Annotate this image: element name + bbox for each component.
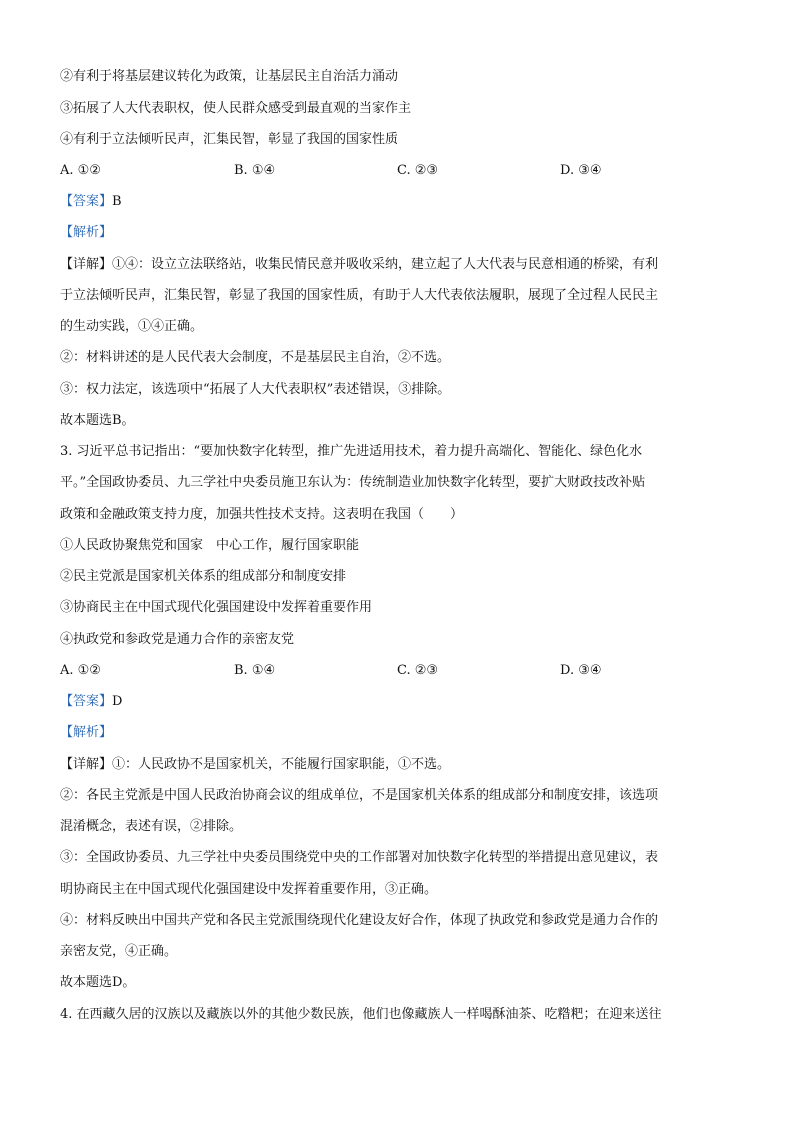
q2-option-b: B. ①④ [234,163,276,178]
q3-detail-line-7: 亲密友党，④正确。 [60,944,178,959]
q3-stem-line-2: 平。”全国政协委员、九三学社中央委员施卫东认为：传统制造业加快数字化转型，要扩大财政技改补贴 [60,475,646,490]
q2-option-a: A. ①② [60,163,101,178]
q2-detail-line-5: ③：权力法定，该选项中“拓展了人大代表职权”表述错误，③排除。 [60,382,451,397]
q3-detail-line-2: ②：各民主党派是中国人民政治协商会议的组成单位，不是国家机关体系的组成部分和制度安排，该选项 [60,788,659,803]
q3-statement-1: ①人民政协聚焦党和国家 中心工作，履行国家职能 [60,538,360,553]
q2-detail-line-2: 于立法倾听民声，汇集民智，彰显了我国的国家性质，有助于人大代表依法履职，展现了全过程人民民主 [60,288,659,303]
q2-analysis-tag [60,225,112,241]
q3-statement-4: ④执政党和参政党是通力合作的亲密友党 [60,632,295,647]
answer-value: B [112,194,122,209]
q2-statement-2: ②有利于将基层建议转化为政策，让基层民主自治活力涌动 [60,69,399,84]
detail-tag: 【详解】 [60,257,113,272]
q3-option-b: B. ①④ [234,663,276,678]
q3-detail-line-3: 混淆概念，表述有误，②排除。 [60,819,243,834]
detail-tag: 【详解】 [60,757,113,772]
detail-text: ①：人民政协不是国家机关，不能履行国家职能，①不选。 [112,757,451,772]
q3-detail-line-4: ③：全国政协委员、九三学社中央委员围绕党中央的工作部署对加快数字化转型的举措提出意见建议，表 [60,850,659,865]
q3-conclusion: 故本题选D。 [60,975,136,990]
q3-statement-2: ②民主党派是国家机关体系的组成部分和制度安排 [60,569,347,584]
q2-detail-line-3: 的生动实践，①④正确。 [60,319,204,334]
analysis-tag: 【解析】 [60,725,113,740]
q2-conclusion: 故本题选B。 [60,413,135,428]
q3-option-a: A. ①② [60,663,101,678]
q3-detail-line-1 [60,757,450,773]
q3-detail-line-6: ④：材料反映出中国共产党和各民主党派围绕现代化建设友好合作，体现了执政党和参政党是通力合作的 [60,913,659,928]
q2-option-d: D. ③④ [560,163,602,178]
answer-value: D [112,694,123,709]
q3-detail-line-5: 明协商民主在中国式现代化强国建设中发挥着重要作用，③正确。 [60,882,438,897]
q2-option-c: C. ②③ [397,163,439,178]
q3-option-c: C. ②③ [397,663,439,678]
detail-text: ①④：设立立法联络站，收集民情民意并吸收采纳，建立起了人大代表与民意相通的桥梁，有利 [112,257,659,272]
q2-statement-3: ③拓展了人大代表职权，使人民群众感受到最直观的当家作主 [60,101,412,116]
q3-stem-line-1: 3. 习近平总书记指出：“要加快数字化转型，推广先进适用技术，着力提升高端化、智能化、绿色化水 [60,444,643,459]
q3-stem-line-3: 政策和金融政策支持力度，加强共性技术支持。这表明在我国（ ） [60,507,464,522]
q2-detail-line-1 [60,257,658,273]
q3-answer [60,694,122,710]
q2-detail-line-4: ②：材料讲述的是人民代表大会制度，不是基层民主自治，②不选。 [60,350,451,365]
q3-option-d: D. ③④ [560,663,602,678]
answer-tag: 【答案】 [60,694,113,709]
q3-statement-3: ③协商民主在中国式现代化强国建设中发挥着重要作用 [60,600,373,615]
q2-answer [60,194,122,210]
q2-statement-4: ④有利于立法倾听民声，汇集民智，彰显了我国的国家性质 [60,132,399,147]
q3-analysis-tag [60,725,112,741]
q4-stem-line-1: 4. 在西藏久居的汉族以及藏族以外的其他少数民族，他们也像藏族人一样喝酥油茶、吃糌粑；在迎来送往 [60,1007,662,1022]
analysis-tag: 【解析】 [60,225,113,240]
answer-tag: 【答案】 [60,194,113,209]
